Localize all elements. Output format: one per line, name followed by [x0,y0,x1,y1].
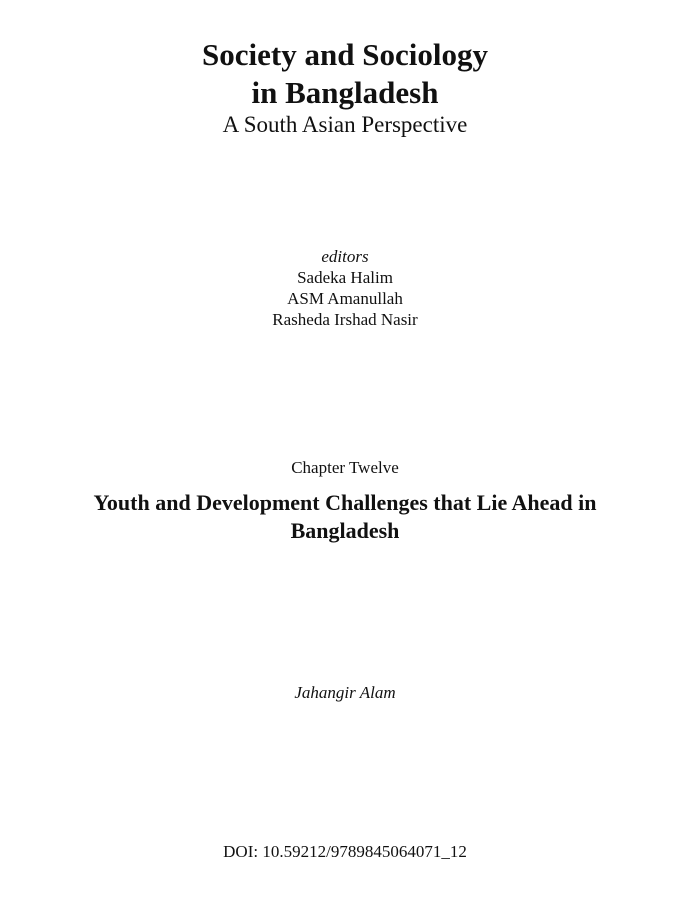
doi: DOI: 10.59212/9789845064071_12 [223,842,467,861]
book-subtitle: A South Asian Perspective [222,112,468,137]
chapter-author: Jahangir Alam [294,683,396,702]
editor-name: Rasheda Irshad Nasir [272,310,418,329]
book-title-line-2: in Bangladesh [251,75,439,110]
book-title [0,36,690,112]
editor-name: ASM Amanullah [287,289,403,308]
editors-block [0,246,690,330]
editor-name: Sadeka Halim [297,268,393,287]
editors-label: editors [321,247,369,266]
chapter-title: Youth and Development Challenges that Lie Ahead in Bangladesh [93,490,597,543]
chapter-label: Chapter Twelve [291,458,399,477]
book-title-line-1: Society and Sociology [202,37,488,72]
